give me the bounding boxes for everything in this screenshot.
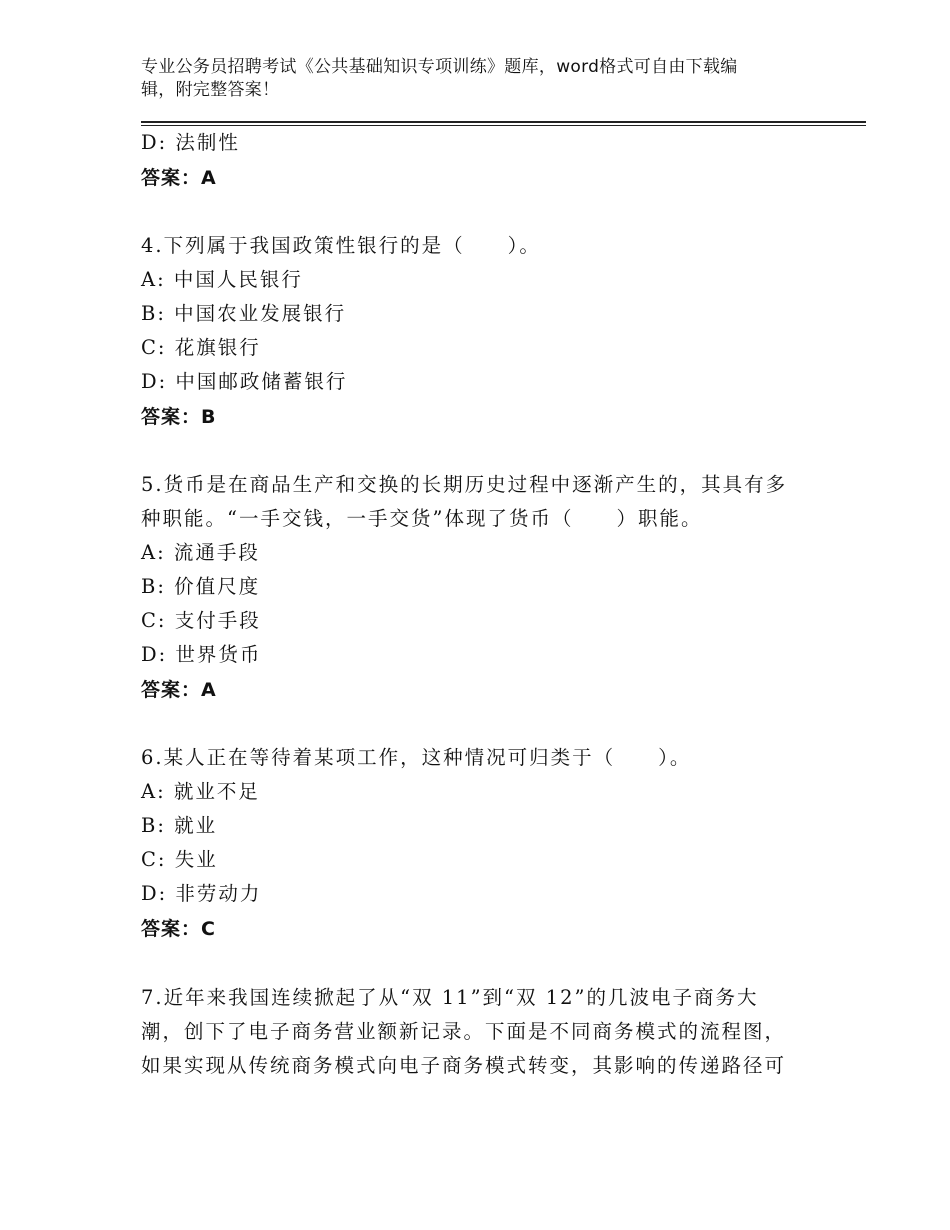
q5-answer: 答案：A [141,679,217,701]
q4-option-a: A: 中国人民银行 [141,268,303,291]
q4-option-c: C: 花旗银行 [141,336,261,359]
q4-option-d: D: 中国邮政储蓄银行 [141,370,348,393]
q6-option-b: B: 就业 [141,814,218,837]
q3-option-d: D: 法制性 [141,131,240,154]
q4-stem: 4.下列属于我国政策性银行的是（ ）。 [141,234,541,257]
q7-stem-line-1: 7.近年来我国连续掀起了从“双 11”到“双 12”的几波电子商务大 [141,986,759,1009]
q7-stem-line-2: 潮，创下了电子商务营业额新记录。下面是不同商务模式的流程图， [141,1020,787,1043]
q7-stem-line-3: 如果实现从传统商务模式向电子商务模式转变，其影响的传递路径可 [141,1054,787,1077]
q5-stem-line-1: 5.货币是在商品生产和交换的长期历史过程中逐渐产生的，其具有多 [141,473,788,496]
header-divider-thin [141,125,866,126]
header-divider-thick [141,121,866,123]
q5-option-c: C: 支付手段 [141,609,261,632]
page-header [141,56,791,102]
q5-option-d: D: 世界货币 [141,643,262,666]
q6-option-d: D: 非劳动力 [141,882,262,905]
q5-stem-line-2: 种职能。“一手交钱，一手交货”体现了货币（ ）职能。 [141,507,703,530]
header-line-2: 辑，附完整答案！ [141,80,280,100]
header-line-1: 专业公务员招聘考试《公共基础知识专项训练》题库，word格式可自由下载编 [141,57,738,77]
q6-option-c: C: 失业 [141,848,218,871]
q5-option-b: B: 价值尺度 [141,575,261,598]
q6-answer: 答案：C [141,918,216,940]
q6-option-a: A: 就业不足 [141,780,260,803]
q4-option-b: B: 中国农业发展银行 [141,302,347,325]
q5-option-a: A: 流通手段 [141,541,260,564]
q6-stem: 6.某人正在等待着某项工作，这种情况可归类于（ ）。 [141,746,692,769]
q3-answer: 答案：A [141,167,217,189]
q4-answer: 答案：B [141,406,217,428]
